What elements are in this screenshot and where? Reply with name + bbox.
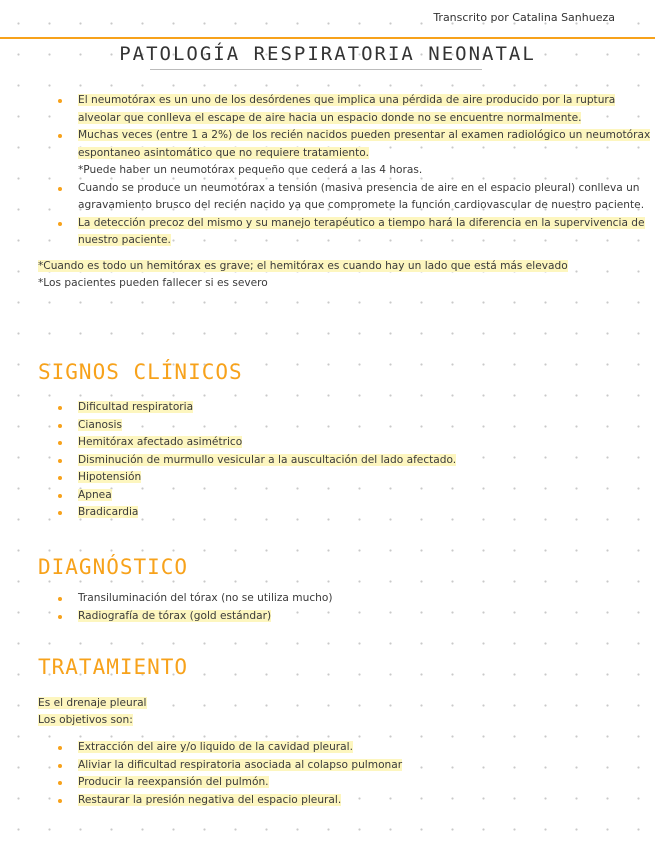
list-item: Extracción del aire y/o liquido de la cavidad pleural. [0, 739, 655, 757]
bullet-icon [58, 511, 62, 515]
severity-note: *Los pacientes pueden fallecer si es severo [38, 277, 268, 289]
bullet-icon [58, 134, 62, 138]
bullet-icon [58, 406, 62, 410]
hemitorax-note: *Cuando es todo un hemitórax es grave; el hemitórax es cuando hay un lado que está más elevado [38, 259, 568, 272]
bullet-icon [58, 441, 62, 445]
bullet-icon [58, 476, 62, 480]
signos-section [0, 399, 655, 522]
intro-subnote: *Puede haber un neumotórax pequeño que cederá a las 4 horas. [78, 164, 423, 176]
tratamiento-intro: Es el drenaje pleural [38, 697, 147, 709]
bullet-icon [58, 597, 62, 601]
page-title: PATOLOGÍA RESPIRATORIA NEONATAL [119, 43, 536, 65]
title-underline [150, 69, 482, 70]
list-item: La detección precoz del mismo y su manejo terapéutico a tiempo hará la diferencia en la supervivencia de nuestro paciente. [0, 215, 655, 250]
bullet-icon [58, 494, 62, 498]
list-item: Aliviar la dificultad respiratoria asociada al colapso pulmonar [0, 757, 655, 775]
bullet-icon [58, 187, 62, 191]
bullet-icon [58, 615, 62, 619]
list-item: Producir la reexpansión del pulmón. [0, 774, 655, 792]
list-item: Dificultad respiratoria [0, 399, 655, 417]
bullet-icon [58, 764, 62, 768]
bullet-icon [58, 781, 62, 785]
list-item: Muchas veces (entre 1 a 2%) de los recién nacidos pueden presentar al examen radiológico un neumotórax espontaneo asintomático que no requiere tratamiento. [0, 127, 655, 162]
list-item: Transiluminación del tórax (no se utiliza mucho) [0, 590, 655, 608]
list-item: Cuando se produce un neumotórax a tensión (masiva presencia de aire en el espacio pleural) conlleva un agravamiento brusco del recién nacido ya que compromete la función cardiovascular de nuestro paciente. [0, 180, 655, 215]
list-item: Disminución de murmullo vesicular a la auscultación del lado afectado. [0, 452, 655, 470]
list-item: Hemitórax afectado asimétrico [0, 434, 655, 452]
tratamiento-objectives-label: Los objetivos son: [38, 714, 133, 726]
bullet-icon [58, 746, 62, 750]
tratamiento-section [0, 739, 655, 809]
list-item: El neumotórax es un uno de los desórdenes que implica una pérdida de aire producido por la ruptura alveolar que conlleva el escape de aire hacia un espacio donde no se encuentre normalmente. [0, 92, 655, 127]
list-item: Radiografía de tórax (gold estándar) [0, 608, 655, 626]
list-item: Apnea [0, 487, 655, 505]
tratamiento-heading: TRATAMIENTO [38, 655, 189, 679]
bullet-icon [58, 222, 62, 226]
author-credit: Transcrito por Catalina Sanhueza [433, 11, 615, 24]
signos-heading: SIGNOS CLÍNICOS [38, 360, 243, 384]
list-item: Hipotensión [0, 469, 655, 487]
list-item: Cianosis [0, 417, 655, 435]
diagnostico-section [0, 590, 655, 625]
bullet-icon [58, 799, 62, 803]
diagnostico-heading: DIAGNÓSTICO [38, 555, 189, 579]
list-item: Restaurar la presión negativa del espacio pleural. [0, 792, 655, 810]
header-divider [0, 37, 655, 39]
bullet-icon [58, 459, 62, 463]
intro-section [0, 92, 655, 293]
bullet-icon [58, 424, 62, 428]
list-item: Bradicardia [0, 504, 655, 522]
bullet-icon [58, 99, 62, 103]
